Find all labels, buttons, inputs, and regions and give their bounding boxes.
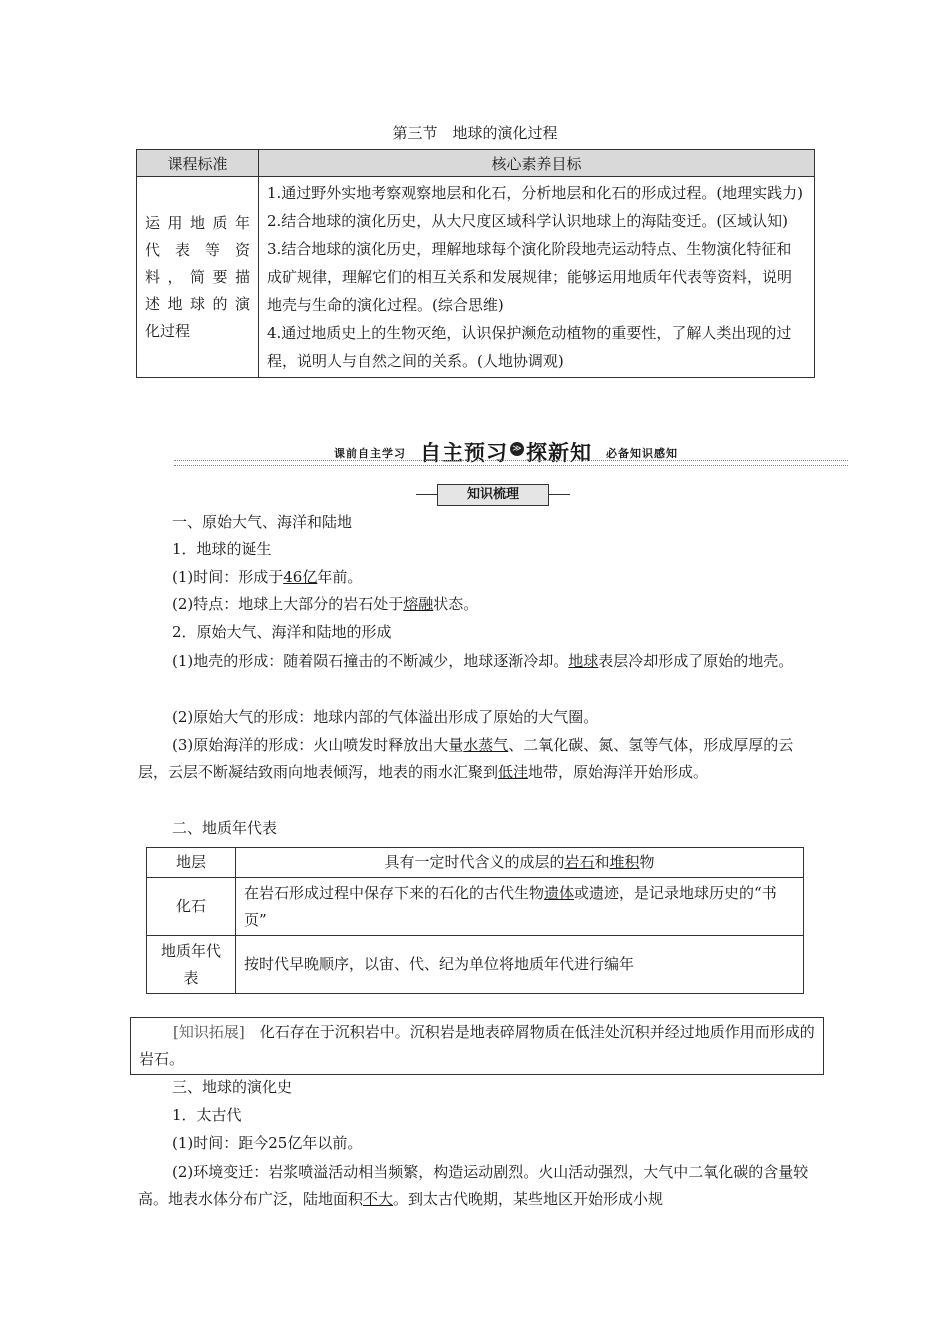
page-title: 第三节 地球的演化过程 xyxy=(392,124,558,142)
sub-heading: 1．地球的诞生 xyxy=(172,540,272,558)
banner-title-2: 探新知 xyxy=(526,441,592,465)
answer-blank: 堆积 xyxy=(609,853,640,871)
banner-title-1: 自主预习 xyxy=(420,441,508,465)
paragraph: (2)特点：地球上大部分的岩石处于熔融状态。 xyxy=(172,595,479,613)
answer-blank: 46亿 xyxy=(283,568,318,586)
standard-line: 述地球的演 xyxy=(145,294,250,313)
paragraph: (2)环境变迁：岩浆喷溢活动相当频繁，构造运动剧烈。火山活动强烈，大气中二氧化碳的含量较高。地表水体分布广泛，陆地面积不大。到太古代晚期，某些地区开始形成小规 xyxy=(138,1163,809,1208)
paragraph: (1)地壳的形成：随着陨石撞击的不断减少，地球逐渐冷却。地球表层冷却形成了原始的地壳。 xyxy=(172,652,794,670)
banner-right-label: 必备知识感知 xyxy=(606,447,678,460)
section-heading: 二、地质年代表 xyxy=(172,819,278,837)
standard-line: 料，简要描 xyxy=(145,267,250,286)
row-desc: 按时代早晚顺序，以宙、代、纪为单位将地质年代进行编年 xyxy=(236,936,804,994)
banner-divider xyxy=(174,460,848,466)
sub-heading: 2．原始大气、海洋和陆地的形成 xyxy=(172,623,392,641)
answer-blank: 岩石 xyxy=(564,853,595,871)
col-header-goals: 核心素养目标 xyxy=(259,150,815,177)
section-heading: 三、地球的演化史 xyxy=(172,1078,293,1096)
row-desc: 在岩石形成过程中保存下来的石化的古代生物遗体或遗迹，是记录地球历史的“书页” xyxy=(236,878,804,936)
goal-item: 2.结合地球的演化历史，从大尺度区域科学认识地球上的海陆变迁。(区域认知) xyxy=(267,212,789,230)
standard-line: 运用地质年 xyxy=(145,213,250,232)
standard-line: 代表等资 xyxy=(145,240,250,259)
row-label: 地质年代表 xyxy=(147,936,236,994)
section-banner xyxy=(174,436,848,466)
expansion-label: [知识拓展] xyxy=(173,1023,245,1041)
row-desc: 具有一定时代含义的成层的岩石和堆积物 xyxy=(236,848,804,878)
standard-line: 化过程 xyxy=(145,321,191,340)
row-label: 化石 xyxy=(147,878,236,936)
paragraph: (3)原始海洋的形成：火山喷发时释放出大量水蒸气、二氧化碳、氮、氢等气体，形成厚厚的云层，云层不断凝结致雨向地表倾泻，地表的雨水汇聚到低洼地带，原始海洋开始形成。 xyxy=(138,736,794,781)
answer-blank: 不大 xyxy=(363,1190,394,1208)
arrow-icon: ≫ xyxy=(510,442,524,456)
paragraph: (1)时间：距今25亿年以前。 xyxy=(172,1134,363,1152)
goals-cell xyxy=(259,177,815,378)
section-tag: 知识梳理 xyxy=(437,484,549,506)
paragraph: (1)时间：形成于46亿年前。 xyxy=(172,568,363,586)
col-header-standard: 课程标准 xyxy=(137,150,259,177)
answer-blank: 地球 xyxy=(568,652,599,670)
answer-blank: 遗体 xyxy=(544,883,575,902)
standards-table xyxy=(136,149,815,378)
goal-item: 4.通过地质史上的生物灭绝，认识保护濒危动植物的重要性，了解人类出现的过程，说明人与自然之间的关系。(人地协调观) xyxy=(267,324,792,370)
paragraph: (2)原始大气的形成：地球内部的气体溢出形成了原始的大气圈。 xyxy=(172,708,599,726)
knowledge-expansion-box xyxy=(130,1017,824,1075)
section-heading: 一、原始大气、海洋和陆地 xyxy=(172,513,353,531)
geology-table xyxy=(146,847,804,994)
standard-cell xyxy=(137,177,259,378)
sub-heading: 1．太古代 xyxy=(172,1106,242,1124)
row-label: 地层 xyxy=(147,848,236,878)
answer-blank: 熔融 xyxy=(403,595,434,613)
answer-blank: 水蒸气 xyxy=(463,736,509,754)
answer-blank: 低洼 xyxy=(498,763,529,781)
goal-item: 3.结合地球的演化历史，理解地球每个演化阶段地壳运动特点、生物演化特征和成矿规律，理解它们的相互关系和发展规律；能够运用地质年代表等资料，说明地壳与生命的演化过程。(综合思维) xyxy=(267,240,793,314)
goal-item: 1.通过野外实地考察观察地层和化石，分析地层和化石的形成过程。(地理实践力) xyxy=(267,184,804,202)
banner-left-label: 课前自主学习 xyxy=(334,447,406,460)
expansion-text: 化石存在于沉积岩中。沉积岩是地表碎屑物质在低洼处沉积并经过地质作用而形成的岩石。 xyxy=(139,1023,815,1068)
